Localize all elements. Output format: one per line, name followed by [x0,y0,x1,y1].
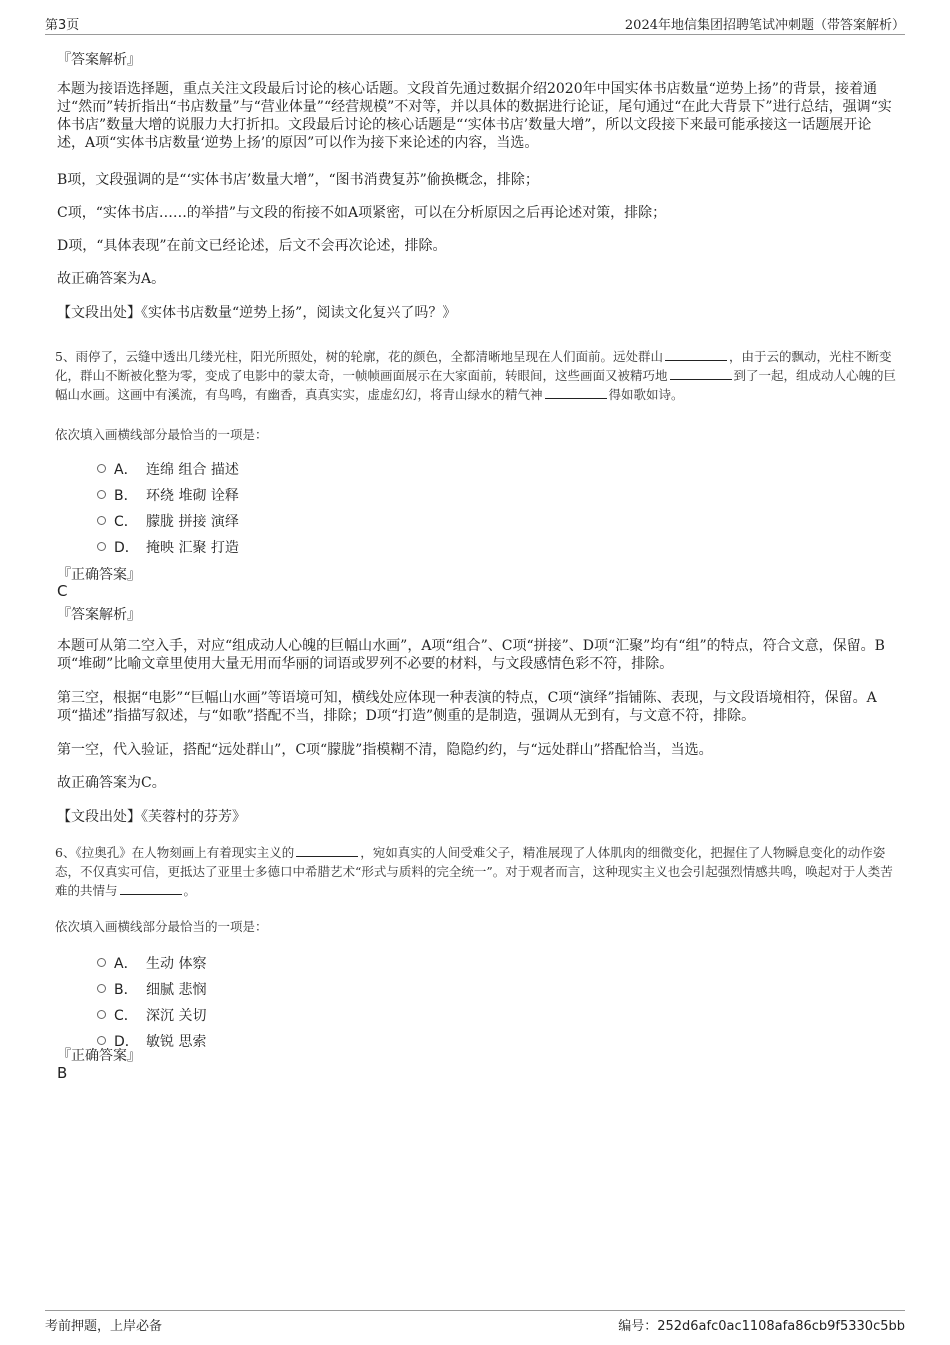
question-instruction: 依次填入画横线部分最恰当的一项是： [55,919,268,934]
source-citation: 【文段出处】《芙蓉村的芬芳》 [57,809,246,825]
footer-slogan: 考前押题，上岸必备 [45,1319,163,1334]
correct-answer: C [57,582,68,600]
analysis-paragraph: B项，文段强调的是“‘实体书店’数量大增”，“图书消费复苏”偷换概念，排除； [57,172,539,188]
analysis-paragraph: C项，“实体书店……的举措”与文段的衔接不如A项紧密，可以在分析原因之后再论述对策，排除； [57,205,667,221]
document-code: 编号：252d6afc0ac1108afa86cb9f5330c5bb [618,1319,905,1334]
analysis-paragraph: D项，“具体表现”在前文已经论述，后文不会再次论述，排除。 [57,238,447,254]
fill-blank [296,844,358,857]
radio-icon[interactable] [97,516,106,525]
fill-blank [665,348,727,361]
page-footer [45,1310,905,1334]
answer-conclusion: 故正确答案为A。 [57,271,166,287]
fill-blank [120,882,182,895]
radio-icon[interactable] [97,542,106,551]
question-6-stem: 6、《拉奥孔》在人物刻画上有着现实主义的 ，宛如真实的人间受难父子，精准展现了人体肌肉的细微变化，把握住了人物瞬息变化的动作姿态，不仅真实可信，更抵达了亚里士多德口中希腊艺术“形式与质料的完全统一”。对于观者而言，这种现实主义也会引起强烈情感共鸣，唤起对于人类苦难的共情与 。 [55,845,893,898]
radio-icon[interactable] [97,490,106,499]
page-header [45,12,905,35]
question-instruction: 依次填入画横线部分最恰当的一项是： [55,427,268,442]
question-5-stem: 5、雨停了，云缝中透出几缕光柱，阳光所照处，树的轮廓，花的颜色，全都清晰地呈现在人们面前。远处群山 ，由于云的飘动，光柱不断变化，群山不断被化整为零，变成了电影中的蒙太奇，一帧帧画面展示在大家面前，转眼间，这些画面又被精巧地 到了一起，组成动人心魄的巨幅山水画。这画中有溪流，有鸟鸣，有幽香，真真实实，虚虚幻幻，将青山绿水的精气神 得如歌如诗。 [55,349,897,402]
analysis-paragraph: 第三空，根据“电影”“巨幅山水画”等语境可知，横线处应体现一种表演的特点，C项“演绎”指铺陈、表现，与文段语境相符，保留。A项“描述”指描写叙述，与“如歌”搭配不当，排除；D项“打造”侧重的是制造，强调从无到有，与文意不符，排除。 [57,690,877,724]
fill-blank [670,367,732,380]
answer-conclusion: 故正确答案为C。 [57,775,166,791]
fill-blank [545,386,607,399]
document-title: 2024年地信集团招聘笔试冲刺题（带答案解析） [624,18,905,33]
analysis-label: 『答案解析』 [57,607,141,623]
correct-answer: B [57,1064,68,1082]
correct-answer-label: 『正确答案』 [57,567,141,583]
page-number: 第3页 [45,18,80,33]
radio-icon[interactable] [97,1010,106,1019]
analysis-paragraph: 本题可从第二空入手，对应“组成动人心魄的巨幅山水画”，A项“组合”、C项“拼接”、D项“汇聚”均有“组”的特点，符合文意，保留。B项“堆砌”比喻文章里使用大量无用而华丽的词语或罗列不必要的材料，与文段感情色彩不符，排除。 [57,638,885,672]
analysis-label: 『答案解析』 [57,52,141,68]
radio-icon[interactable] [97,464,106,473]
radio-icon[interactable] [97,1036,106,1045]
analysis-paragraph: 第一空，代入验证，搭配“远处群山”，C项“朦胧”指模糊不清，隐隐约约，与“远处群山”搭配恰当，当选。 [57,742,713,758]
radio-icon[interactable] [97,958,106,967]
radio-icon[interactable] [97,984,106,993]
source-citation: 【文段出处】《实体书店数量“逆势上扬”，阅读文化复兴了吗？》 [57,305,457,321]
correct-answer-label: 『正确答案』 [57,1048,141,1064]
analysis-paragraph: 本题为接语选择题，重点关注文段最后讨论的核心话题。文段首先通过数据介绍2020年中国实体书店数量“逆势上扬”的背景，接着通过“然而”转折指出“书店数量”与“营业体量”“经营规模”不对等，并以具体的数据进行论证，尾句通过“在此大背景下”进行总结，强调“实体书店”数量大增的说服力大打折扣。文段最后讨论的核心话题是“‘实体书店’数量大增”，所以文段接下来最可能承接这一话题展开论述，A项“实体书店数量‘逆势上扬’的原因”可以作为接下来论述的内容，当选。 [57,81,892,151]
